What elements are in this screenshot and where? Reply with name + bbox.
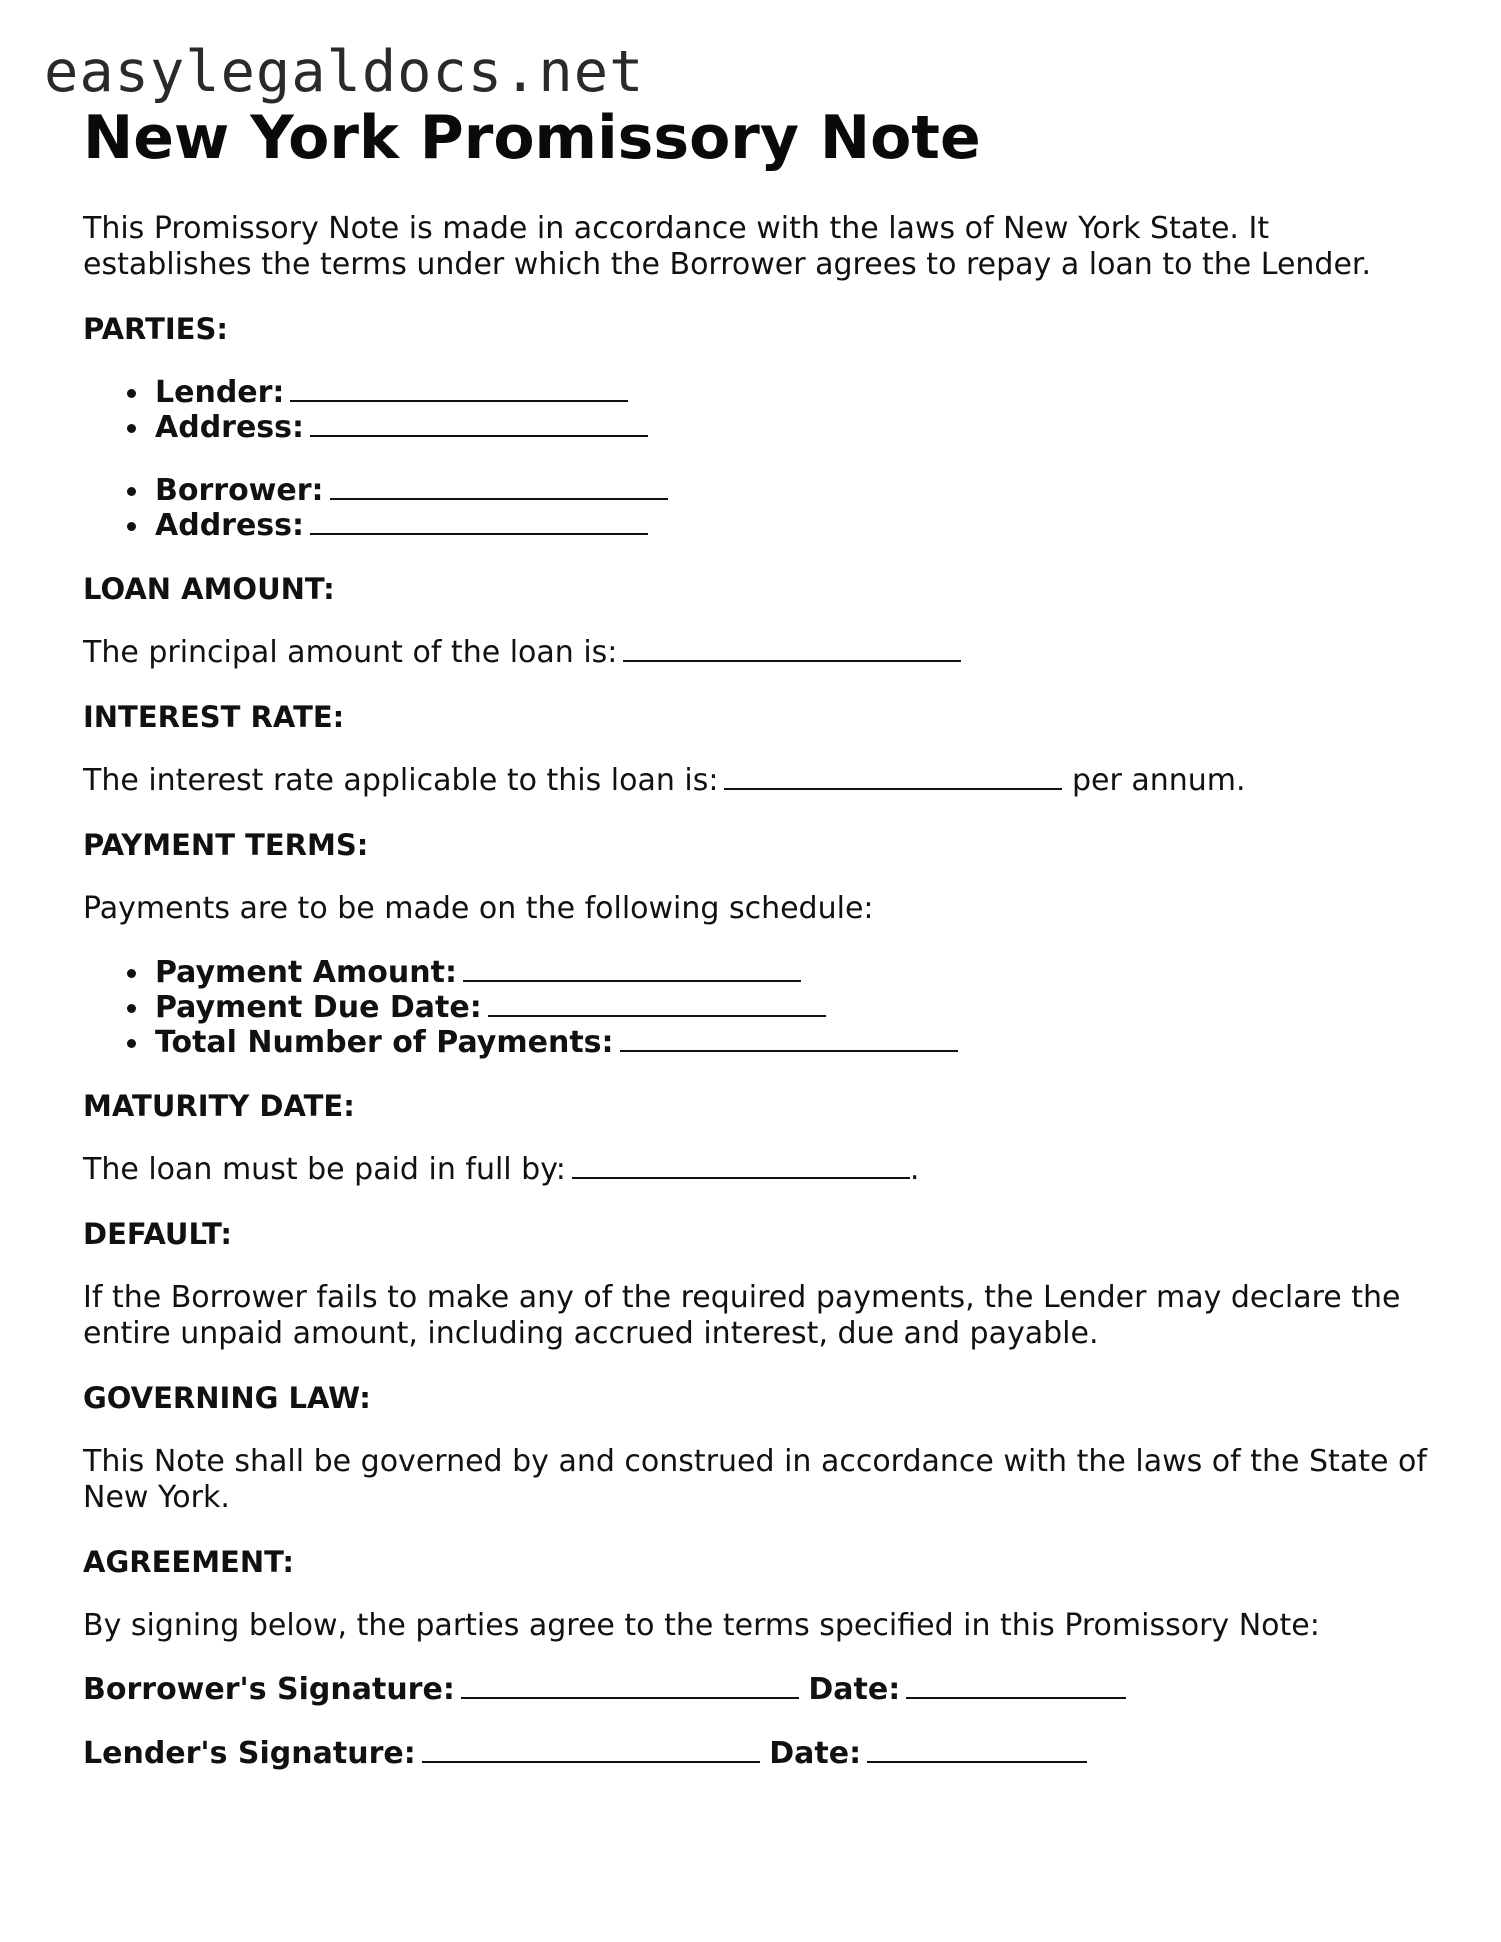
total-payments-blank[interactable] [620,1026,958,1052]
agreement-heading: AGREEMENT: [83,1545,294,1579]
lender-address-blank[interactable] [310,411,648,437]
lender-list [83,375,1433,445]
borrower-item [155,473,1433,508]
lender-date-label: Date: [769,1736,862,1771]
loan-amount-heading: LOAN AMOUNT: [83,572,335,606]
payment-amount-label: Payment Amount: [155,955,457,990]
loan-amount-text: The principal amount of the loan is: [83,635,618,670]
lender-item [155,375,1433,410]
payment-terms-list [83,955,1433,1060]
lender-date-blank[interactable] [867,1737,1087,1763]
interest-rate-text: The interest rate applicable to this loan is: [83,763,719,798]
maturity-date-suffix: . [909,1152,920,1187]
interest-rate-blank[interactable] [724,764,1062,790]
maturity-date-heading: MATURITY DATE: [83,1089,355,1123]
site-watermark: easylegaldocs.net [44,39,645,105]
borrower-signature-blank[interactable] [461,1673,799,1699]
interest-rate-suffix: per annum. [1072,763,1246,798]
loan-amount-blank[interactable] [623,636,961,662]
total-payments-item [155,1025,1433,1060]
borrower-blank[interactable] [330,474,668,500]
lender-signature-line [83,1736,1433,1772]
lender-label: Lender: [155,375,285,410]
loan-amount-paragraph [83,635,1433,671]
borrower-address-item [155,508,1433,543]
governing-law-paragraph: This Note shall be governed by and construed in accordance with the laws of the State of New York. [83,1444,1427,1515]
total-payments-label: Total Number of Payments: [155,1025,614,1060]
interest-rate-paragraph [83,763,1433,799]
page-title: New York Promissory Note [83,103,981,173]
maturity-date-blank[interactable] [572,1153,910,1179]
payment-due-date-label: Payment Due Date: [155,990,482,1025]
borrower-list [83,473,1433,543]
interest-rate-heading: INTEREST RATE: [83,700,345,734]
lender-signature-blank[interactable] [422,1737,760,1763]
borrower-address-label: Address: [155,508,305,543]
payment-amount-item [155,955,1433,990]
payment-terms-heading: PAYMENT TERMS: [83,828,369,862]
lender-signature-label: Lender's Signature: [83,1736,416,1771]
borrower-date-label: Date: [808,1672,901,1707]
borrower-address-blank[interactable] [310,509,648,535]
governing-law-heading: GOVERNING LAW: [83,1381,371,1415]
lender-blank[interactable] [290,376,628,402]
payment-due-date-item [155,990,1433,1025]
default-heading: DEFAULT: [83,1217,232,1251]
intro-paragraph: This Promissory Note is made in accordance with the laws of New York State. It establishes the terms under which the Borrower agrees to repay a loan to the Lender. [83,211,1372,282]
parties-heading: PARTIES: [83,312,228,346]
maturity-date-paragraph [83,1152,1433,1188]
borrower-date-blank[interactable] [906,1673,1126,1699]
maturity-date-text: The loan must be paid in full by: [83,1152,566,1187]
default-paragraph: If the Borrower fails to make any of the required payments, the Lender may declare the entire unpaid amount, including accrued interest, due and payable. [83,1280,1401,1351]
payment-amount-blank[interactable] [463,956,801,982]
payment-due-date-blank[interactable] [488,991,826,1017]
lender-address-label: Address: [155,410,305,445]
agreement-paragraph: By signing below, the parties agree to the terms specified in this Promissory Note: [83,1608,1320,1643]
lender-address-item [155,410,1433,445]
borrower-signature-line [83,1672,1433,1708]
payment-terms-paragraph: Payments are to be made on the following schedule: [83,891,874,926]
borrower-signature-label: Borrower's Signature: [83,1672,455,1707]
document-body [83,104,1433,1800]
borrower-label: Borrower: [155,473,324,508]
